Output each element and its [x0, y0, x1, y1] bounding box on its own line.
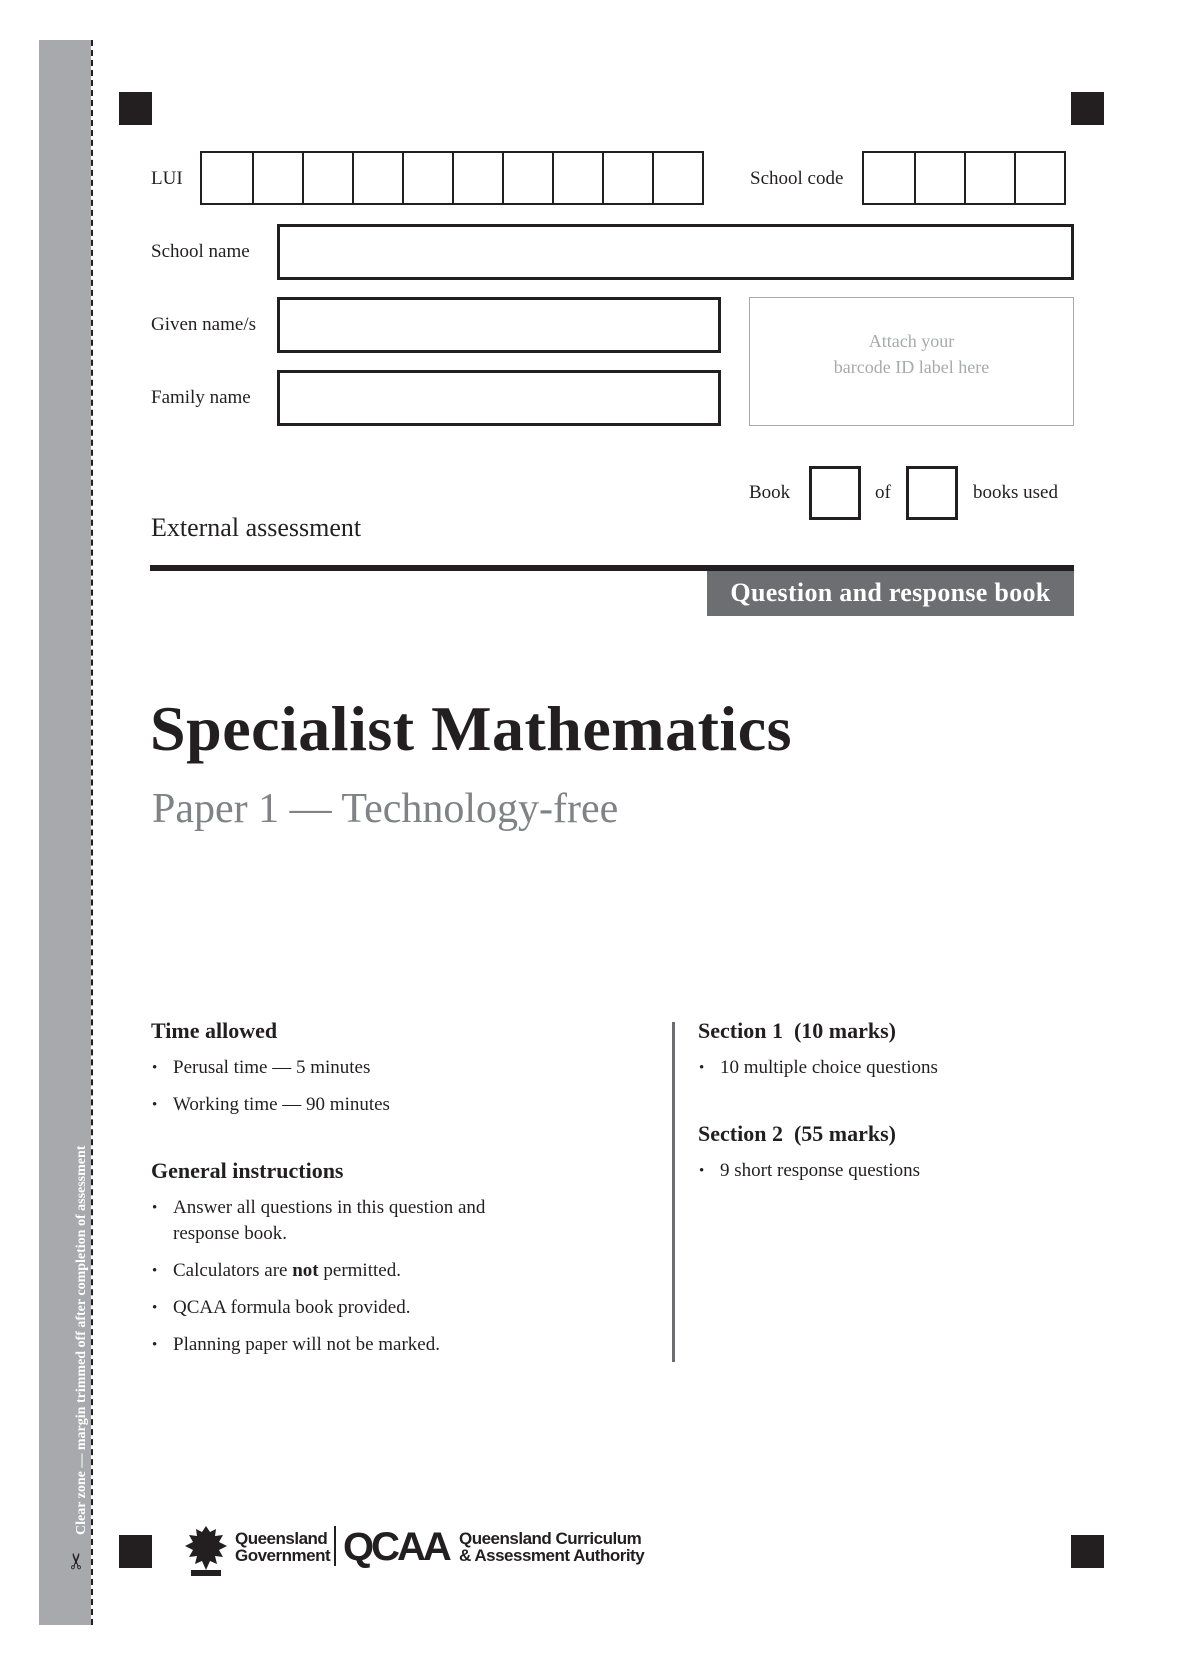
section-1-list [698, 1055, 1078, 1081]
instruction-2-bold: not [292, 1260, 319, 1281]
list-item [151, 1258, 621, 1284]
paper-subtitle: Paper 1 — Technology-free [152, 786, 619, 832]
book-number-box[interactable] [809, 466, 861, 520]
list-item: • Working time — 90 minutes [151, 1092, 621, 1118]
lui-box[interactable] [452, 153, 502, 203]
general-instructions-block [151, 1158, 621, 1358]
books-used-label: books used [973, 482, 1058, 503]
corner-mark-top-right [1071, 92, 1104, 125]
lui-box[interactable] [602, 153, 652, 203]
school-code-boxes[interactable] [862, 151, 1066, 205]
school-code-box[interactable] [914, 153, 964, 203]
barcode-line-1: Attach your [868, 331, 955, 351]
corner-mark-bottom-left [119, 1535, 152, 1568]
lui-box[interactable] [302, 153, 352, 203]
barcode-label-area[interactable] [749, 297, 1074, 426]
column-divider [672, 1022, 675, 1362]
school-code-box[interactable] [964, 153, 1014, 203]
school-code-label: School code [750, 168, 844, 189]
time-allowed-heading: Time allowed [151, 1018, 278, 1043]
school-code-box[interactable] [864, 153, 914, 203]
assessment-type: External assessment [151, 513, 362, 542]
qcaa-logo: QCAA [343, 1525, 449, 1569]
list-item: • 10 multiple choice questions [698, 1055, 1078, 1081]
time-allowed-list [151, 1055, 621, 1118]
scissors-icon: ✂ [64, 1551, 90, 1571]
barcode-line-2: barcode ID label here [833, 357, 990, 377]
section-2-list [698, 1158, 1078, 1184]
instruction-2-pre: Calculators are [173, 1260, 293, 1281]
qcaa-logo-text [459, 1530, 644, 1564]
given-names-field[interactable] [277, 297, 721, 353]
perforation-line [91, 40, 93, 1625]
corner-mark-bottom-right [1071, 1535, 1104, 1568]
qg-line-2: Government [235, 1546, 331, 1565]
general-instructions-heading: General instructions [151, 1158, 344, 1183]
school-code-box[interactable] [1014, 153, 1064, 203]
family-name-label: Family name [151, 387, 251, 408]
qg-line-1: Queensland [235, 1529, 328, 1548]
clear-zone-text: Clear zone — margin trimmed off after completion of assessment [74, 1145, 89, 1535]
general-instructions-list [151, 1195, 621, 1358]
lui-box[interactable] [402, 153, 452, 203]
school-name-field[interactable] [277, 224, 1074, 280]
section-1-heading: Section 1 (10 marks) [698, 1018, 896, 1043]
book-label: Book [749, 482, 791, 503]
instruction-1-line-1: Answer all questions in this question and [173, 1197, 486, 1218]
lui-box[interactable] [202, 153, 252, 203]
list-item: • QCAA formula book provided. [151, 1295, 621, 1321]
list-item [151, 1195, 621, 1247]
list-item: • 9 short response questions [698, 1158, 1078, 1184]
books-total-box[interactable] [906, 466, 958, 520]
lui-box[interactable] [502, 153, 552, 203]
qld-government-logo-text [235, 1530, 330, 1564]
lui-box[interactable] [252, 153, 302, 203]
given-names-label: Given name/s [151, 314, 257, 335]
lui-boxes[interactable] [200, 151, 704, 205]
section-2-block [698, 1121, 1078, 1184]
logo-separator [334, 1526, 336, 1566]
list-item: • Perusal time — 5 minutes [151, 1055, 621, 1081]
lui-box[interactable] [652, 153, 702, 203]
section-2-heading: Section 2 (55 marks) [698, 1121, 896, 1146]
list-item: • Planning paper will not be marked. [151, 1332, 621, 1358]
page-title: Specialist Mathematics [150, 693, 792, 764]
family-name-field[interactable] [277, 370, 721, 426]
qcaa-line-2: & Assessment Authority [459, 1546, 645, 1565]
corner-mark-top-left [119, 92, 152, 125]
queensland-crest-icon [181, 1524, 231, 1578]
instruction-2-post: permitted. [318, 1260, 401, 1281]
section-1-block [698, 1018, 1078, 1081]
qcaa-line-1: Queensland Curriculum [459, 1529, 642, 1548]
time-allowed-block [151, 1018, 621, 1118]
lui-label: LUI [151, 168, 183, 189]
lui-box[interactable] [352, 153, 402, 203]
of-label: of [875, 482, 891, 503]
school-name-label: School name [151, 241, 250, 262]
book-type-banner: Question and response book [707, 571, 1074, 616]
lui-box[interactable] [552, 153, 602, 203]
instruction-1-line-2: response book. [173, 1223, 287, 1244]
